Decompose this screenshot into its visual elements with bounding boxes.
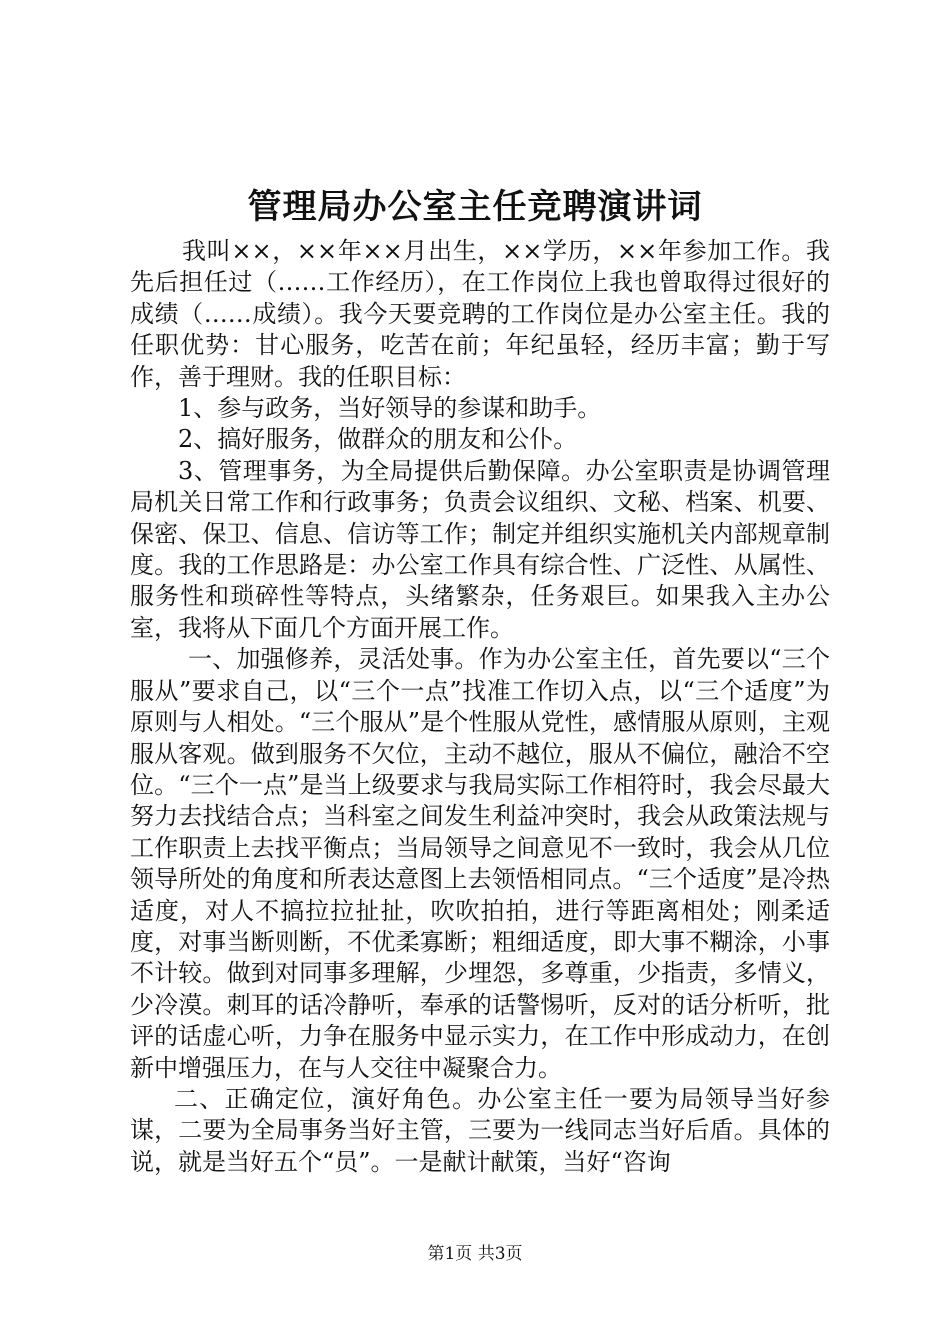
- paragraph-section-2: 二、正确定位，演好角色。办公室主任一要为局领导当好参谋，二要为全局事务当好主管，三要为一线同志当好后盾。具体的说，就是当好五个“员”。一是献计献策，当好“咨询: [130, 1084, 830, 1176]
- paragraph-goal-3: 3、管理事务，为全局提供后勤保障。办公室职责是协调管理局机关日常工作和行政事务；负责会议组织、文秘、档案、机要、保密、保卫、信息、信访等工作；制定并组织实施机关内部规章制度。我的工作思路是：办公室工作具有综合性、广泛性、从属性、服务性和琐碎性等特点，头绪繁杂，任务艰巨。如果我入主办公室，我将从下面几个方面开展工作。: [130, 456, 830, 642]
- paragraph-goal-1: 1、参与政务，当好领导的参谋和助手。: [178, 394, 602, 423]
- document-body: [130, 236, 830, 1178]
- paragraph-intro: 我叫××，××年××月出生，××学历，××年参加工作。我先后担任过（……工作经历），在工作岗位上我也曾取得过很好的成绩（……成绩）。我今天要竞聘的工作岗位是办公室主任。我的任职优势：甘心服务，吃苦在前；年纪虽轻，经历丰富；勤于写作，善于理财。我的任职目标：: [130, 237, 830, 391]
- page-footer: 第1页 共3页: [427, 1244, 523, 1264]
- paragraph-goal-2: 2、搞好服务，做群众的朋友和公仆。: [178, 425, 578, 454]
- paragraph-section-1: 一、加强修养，灵活处事。作为办公室主任，首先要以“三个服从”要求自己，以“三个一点”找准工作切入点，以“三个适度”为原则与人相处。“三个服从”是个性服从党性，感情服从原则，主观服从客观。做到服务不欠位，主动不越位，服从不偏位，融洽不空位。“三个一点”是当上级要求与我局实际工作相符时，我会尽最大努力去找结合点；当科室之间发生利益冲突时，我会从政策法规与工作职责上去找平衡点；当局领导之间意见不一致时，我会从几位领导所处的角度和所表达意图上去领悟相同点。“三个适度”是冷热适度，对人不搞拉拉扯扯，吹吹拍拍，进行等距离相处；刚柔适度，对事当断则断，不优柔寡断；粗细适度，即大事不糊涂，小事不计较。做到对同事多理解，少埋怨，多尊重，少指责，多情义，少冷漠。刺耳的话冷静听，奉承的话警惕听，反对的话分析听，批评的话虚心听，力争在服务中显示实力，在工作中形成动力，在创新中增强压力，在与人交往中凝聚合力。: [130, 645, 830, 1082]
- document-title: 管理局办公室主任竞聘演讲词: [247, 187, 703, 227]
